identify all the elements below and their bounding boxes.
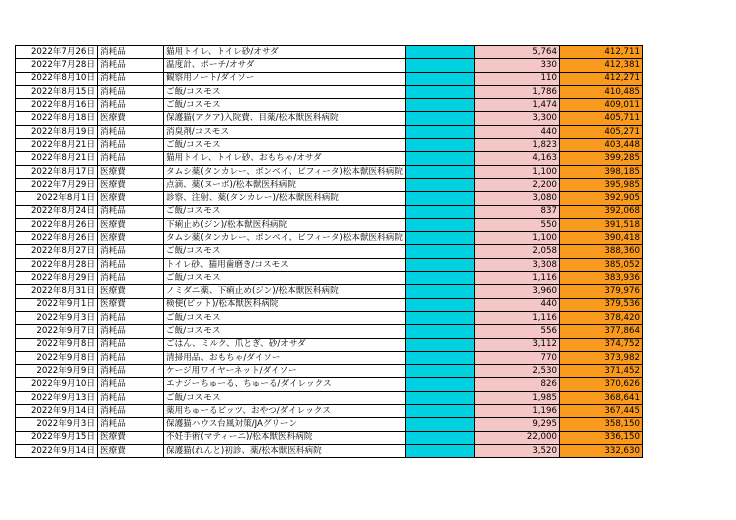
- date-cell: 2022年9月8日: [16, 351, 98, 364]
- balance-cell: 403,448: [559, 139, 642, 152]
- category-cell: 消耗品: [98, 325, 164, 338]
- category-cell: 消耗品: [98, 272, 164, 285]
- category-cell: 消耗品: [98, 365, 164, 378]
- amount-cell: 1,823: [474, 139, 559, 152]
- date-cell: 2022年7月26日: [16, 46, 98, 59]
- blank-cell: [405, 165, 474, 178]
- date-cell: 2022年9月1日: [16, 298, 98, 311]
- blank-cell: [405, 391, 474, 404]
- description-cell: ケージ用ワイヤーネット/ダイソー: [164, 365, 406, 378]
- table-row: [16, 99, 643, 112]
- amount-cell: 1,100: [474, 165, 559, 178]
- blank-cell: [405, 325, 474, 338]
- amount-cell: 770: [474, 351, 559, 364]
- date-cell: 2022年8月26日: [16, 218, 98, 231]
- balance-cell: 392,905: [559, 192, 642, 205]
- category-cell: 医療費: [98, 178, 164, 191]
- date-cell: 2022年7月28日: [16, 59, 98, 72]
- ledger-table: [15, 45, 643, 458]
- balance-cell: 405,271: [559, 125, 642, 138]
- balance-cell: 374,752: [559, 338, 642, 351]
- amount-cell: 837: [474, 205, 559, 218]
- table-row: [16, 351, 643, 364]
- description-cell: 検便(ピット)/松本獣医科病院: [164, 298, 406, 311]
- blank-cell: [405, 59, 474, 72]
- amount-cell: 440: [474, 125, 559, 138]
- table-row: [16, 85, 643, 98]
- description-cell: 温度計、ポーチ/オサダ: [164, 59, 406, 72]
- description-cell: 保護猫(アクア)入院費、目薬/松本獣医科病院: [164, 112, 406, 125]
- amount-cell: 4,163: [474, 152, 559, 165]
- description-cell: 保護猫(れんと)初診、薬/松本獣医科病院: [164, 444, 406, 457]
- description-cell: 消臭剤/コスモス: [164, 125, 406, 138]
- amount-cell: 3,960: [474, 285, 559, 298]
- date-cell: 2022年8月26日: [16, 232, 98, 245]
- table-row: [16, 46, 643, 59]
- description-cell: 下痢止め(ジン)/松本獣医科病院: [164, 218, 406, 231]
- blank-cell: [405, 351, 474, 364]
- date-cell: 2022年8月19日: [16, 125, 98, 138]
- description-cell: ご飯/コスモス: [164, 85, 406, 98]
- balance-cell: 377,864: [559, 325, 642, 338]
- blank-cell: [405, 311, 474, 324]
- blank-cell: [405, 85, 474, 98]
- balance-cell: 371,452: [559, 365, 642, 378]
- table-row: [16, 125, 643, 138]
- description-cell: 薬用ちゅーるビッツ、おやつ/ダイレックス: [164, 405, 406, 418]
- description-cell: エナジーちゅーる、ちゅーる/ダイレックス: [164, 378, 406, 391]
- description-cell: ごはん、ミルク、爪とぎ、砂/オサダ: [164, 338, 406, 351]
- amount-cell: 110: [474, 72, 559, 85]
- balance-cell: 378,420: [559, 311, 642, 324]
- description-cell: ご飯/コスモス: [164, 311, 406, 324]
- category-cell: 消耗品: [98, 152, 164, 165]
- amount-cell: 2,200: [474, 178, 559, 191]
- balance-cell: 332,630: [559, 444, 642, 457]
- balance-cell: 388,360: [559, 245, 642, 258]
- table-row: [16, 165, 643, 178]
- balance-cell: 367,445: [559, 405, 642, 418]
- table-row: [16, 178, 643, 191]
- balance-cell: 383,936: [559, 272, 642, 285]
- table-row: [16, 112, 643, 125]
- table-row: [16, 218, 643, 231]
- amount-cell: 2,058: [474, 245, 559, 258]
- ledger-body: [16, 46, 643, 458]
- date-cell: 2022年8月21日: [16, 139, 98, 152]
- date-cell: 2022年9月15日: [16, 431, 98, 444]
- date-cell: 2022年8月28日: [16, 258, 98, 271]
- table-row: [16, 285, 643, 298]
- blank-cell: [405, 338, 474, 351]
- description-cell: ご飯/コスモス: [164, 391, 406, 404]
- category-cell: 消耗品: [98, 391, 164, 404]
- category-cell: 消耗品: [98, 99, 164, 112]
- blank-cell: [405, 112, 474, 125]
- description-cell: トイレ砂、猫用歯磨き/コスモス: [164, 258, 406, 271]
- amount-cell: 3,308: [474, 258, 559, 271]
- date-cell: 2022年9月14日: [16, 444, 98, 457]
- description-cell: 猫用トイレ、トイレ砂、おもちゃ/オサダ: [164, 152, 406, 165]
- table-row: [16, 365, 643, 378]
- amount-cell: 1,116: [474, 311, 559, 324]
- date-cell: 2022年8月1日: [16, 192, 98, 205]
- category-cell: 消耗品: [98, 139, 164, 152]
- category-cell: 消耗品: [98, 311, 164, 324]
- amount-cell: 826: [474, 378, 559, 391]
- description-cell: ノミダニ薬、下痢止め(ジン)/松本獣医科病院: [164, 285, 406, 298]
- date-cell: 2022年8月27日: [16, 245, 98, 258]
- date-cell: 2022年8月15日: [16, 85, 98, 98]
- amount-cell: 3,300: [474, 112, 559, 125]
- category-cell: 消耗品: [98, 351, 164, 364]
- balance-cell: 358,150: [559, 418, 642, 431]
- date-cell: 2022年8月10日: [16, 72, 98, 85]
- balance-cell: 391,518: [559, 218, 642, 231]
- table-row: [16, 192, 643, 205]
- amount-cell: 3,520: [474, 444, 559, 457]
- description-cell: 不妊手術(マティーニ)/松本獣医科病院: [164, 431, 406, 444]
- description-cell: 点滴、薬(ヌーボ)/松本獣医科病院: [164, 178, 406, 191]
- category-cell: 消耗品: [98, 72, 164, 85]
- category-cell: 医療費: [98, 232, 164, 245]
- table-row: [16, 311, 643, 324]
- table-row: [16, 405, 643, 418]
- description-cell: タムシ薬(タンカレー、ボンベイ、ビフィータ)松本獣医科病院: [164, 165, 406, 178]
- table-row: [16, 444, 643, 457]
- category-cell: 消耗品: [98, 85, 164, 98]
- amount-cell: 5,764: [474, 46, 559, 59]
- description-cell: 観察用ノート/ダイソー: [164, 72, 406, 85]
- table-row: [16, 205, 643, 218]
- category-cell: 医療費: [98, 165, 164, 178]
- category-cell: 消耗品: [98, 245, 164, 258]
- category-cell: 医療費: [98, 218, 164, 231]
- date-cell: 2022年9月7日: [16, 325, 98, 338]
- blank-cell: [405, 125, 474, 138]
- description-cell: 診察、注射、薬(タンカレー)/松本獣医科病院: [164, 192, 406, 205]
- description-cell: タムシ薬(タンカレー、ボンベイ、ビフィータ)松本獣医科病院: [164, 232, 406, 245]
- category-cell: 消耗品: [98, 205, 164, 218]
- amount-cell: 3,112: [474, 338, 559, 351]
- blank-cell: [405, 298, 474, 311]
- blank-cell: [405, 365, 474, 378]
- balance-cell: 373,982: [559, 351, 642, 364]
- balance-cell: 398,185: [559, 165, 642, 178]
- amount-cell: 1,786: [474, 85, 559, 98]
- table-row: [16, 338, 643, 351]
- balance-cell: 379,536: [559, 298, 642, 311]
- blank-cell: [405, 192, 474, 205]
- date-cell: 2022年8月21日: [16, 152, 98, 165]
- blank-cell: [405, 272, 474, 285]
- category-cell: 消耗品: [98, 378, 164, 391]
- amount-cell: 1,985: [474, 391, 559, 404]
- blank-cell: [405, 232, 474, 245]
- blank-cell: [405, 245, 474, 258]
- table-row: [16, 418, 643, 431]
- category-cell: 医療費: [98, 431, 164, 444]
- date-cell: 2022年9月8日: [16, 338, 98, 351]
- amount-cell: 550: [474, 218, 559, 231]
- category-cell: 消耗品: [98, 258, 164, 271]
- balance-cell: 405,711: [559, 112, 642, 125]
- blank-cell: [405, 99, 474, 112]
- table-row: [16, 59, 643, 72]
- balance-cell: 370,626: [559, 378, 642, 391]
- description-cell: ご飯/コスモス: [164, 99, 406, 112]
- balance-cell: 390,418: [559, 232, 642, 245]
- amount-cell: 1,100: [474, 232, 559, 245]
- date-cell: 2022年9月14日: [16, 405, 98, 418]
- category-cell: 消耗品: [98, 338, 164, 351]
- category-cell: 消耗品: [98, 125, 164, 138]
- blank-cell: [405, 152, 474, 165]
- description-cell: ご飯/コスモス: [164, 272, 406, 285]
- date-cell: 2022年8月29日: [16, 272, 98, 285]
- blank-cell: [405, 378, 474, 391]
- date-cell: 2022年8月24日: [16, 205, 98, 218]
- date-cell: 2022年9月13日: [16, 391, 98, 404]
- amount-cell: 1,116: [474, 272, 559, 285]
- table-row: [16, 232, 643, 245]
- table-row: [16, 152, 643, 165]
- table-row: [16, 272, 643, 285]
- amount-cell: 3,080: [474, 192, 559, 205]
- category-cell: 医療費: [98, 298, 164, 311]
- table-row: [16, 245, 643, 258]
- blank-cell: [405, 218, 474, 231]
- blank-cell: [405, 178, 474, 191]
- table-row: [16, 378, 643, 391]
- amount-cell: 9,295: [474, 418, 559, 431]
- balance-cell: 410,485: [559, 85, 642, 98]
- table-row: [16, 431, 643, 444]
- balance-cell: 385,052: [559, 258, 642, 271]
- amount-cell: 22,000: [474, 431, 559, 444]
- date-cell: 2022年9月9日: [16, 365, 98, 378]
- balance-cell: 368,641: [559, 391, 642, 404]
- amount-cell: 440: [474, 298, 559, 311]
- blank-cell: [405, 205, 474, 218]
- balance-cell: 399,285: [559, 152, 642, 165]
- blank-cell: [405, 72, 474, 85]
- table-row: [16, 258, 643, 271]
- balance-cell: 395,985: [559, 178, 642, 191]
- description-cell: 清掃用品、おもちゃ/ダイソー: [164, 351, 406, 364]
- category-cell: 医療費: [98, 444, 164, 457]
- balance-cell: 379,976: [559, 285, 642, 298]
- description-cell: ご飯/コスモス: [164, 205, 406, 218]
- date-cell: 2022年9月10日: [16, 378, 98, 391]
- table-row: [16, 72, 643, 85]
- date-cell: 2022年9月3日: [16, 311, 98, 324]
- balance-cell: 392,068: [559, 205, 642, 218]
- blank-cell: [405, 46, 474, 59]
- balance-cell: 336,150: [559, 431, 642, 444]
- date-cell: 2022年8月31日: [16, 285, 98, 298]
- date-cell: 2022年8月17日: [16, 165, 98, 178]
- description-cell: 猫用トイレ、トイレ砂/オサダ: [164, 46, 406, 59]
- blank-cell: [405, 285, 474, 298]
- category-cell: 医療費: [98, 285, 164, 298]
- blank-cell: [405, 258, 474, 271]
- amount-cell: 330: [474, 59, 559, 72]
- amount-cell: 556: [474, 325, 559, 338]
- table-row: [16, 325, 643, 338]
- description-cell: 保護猫ハウス台風対策/JAグリーン: [164, 418, 406, 431]
- table-row: [16, 139, 643, 152]
- category-cell: 医療費: [98, 112, 164, 125]
- balance-cell: 412,381: [559, 59, 642, 72]
- blank-cell: [405, 444, 474, 457]
- table-row: [16, 298, 643, 311]
- category-cell: 消耗品: [98, 405, 164, 418]
- blank-cell: [405, 418, 474, 431]
- balance-cell: 412,711: [559, 46, 642, 59]
- category-cell: 医療費: [98, 192, 164, 205]
- blank-cell: [405, 431, 474, 444]
- category-cell: 消耗品: [98, 46, 164, 59]
- date-cell: 2022年9月3日: [16, 418, 98, 431]
- date-cell: 2022年7月29日: [16, 178, 98, 191]
- category-cell: 消耗品: [98, 418, 164, 431]
- blank-cell: [405, 405, 474, 418]
- date-cell: 2022年8月16日: [16, 99, 98, 112]
- description-cell: ご飯/コスモス: [164, 325, 406, 338]
- balance-cell: 409,011: [559, 99, 642, 112]
- amount-cell: 1,474: [474, 99, 559, 112]
- category-cell: 消耗品: [98, 59, 164, 72]
- description-cell: ご飯/コスモス: [164, 139, 406, 152]
- amount-cell: 2,530: [474, 365, 559, 378]
- amount-cell: 1,196: [474, 405, 559, 418]
- date-cell: 2022年8月18日: [16, 112, 98, 125]
- description-cell: ご飯/コスモス: [164, 245, 406, 258]
- blank-cell: [405, 139, 474, 152]
- balance-cell: 412,271: [559, 72, 642, 85]
- table-row: [16, 391, 643, 404]
